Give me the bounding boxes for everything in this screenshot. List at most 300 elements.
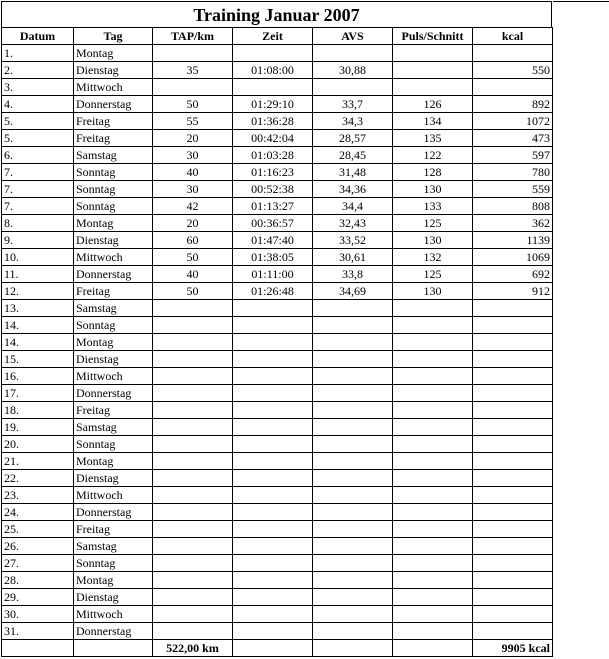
totals-empty-tag[interactable]	[74, 640, 153, 657]
table-row	[2, 436, 553, 453]
cell-datum[interactable]: 14.	[2, 317, 74, 334]
cell-kcal[interactable]: 1139	[473, 232, 553, 249]
table-row	[2, 249, 553, 266]
header-avs[interactable]: AVS	[313, 28, 393, 45]
cell-zeit[interactable]	[233, 538, 313, 555]
cell-tag[interactable]: Sonntag	[74, 198, 153, 215]
cell-tap-km[interactable]	[153, 538, 233, 555]
cell-avs[interactable]: 33,52	[313, 232, 393, 249]
header-zeit[interactable]: Zeit	[233, 28, 313, 45]
cell-datum[interactable]: 1.	[2, 45, 74, 62]
totals-empty-avs[interactable]	[313, 640, 393, 657]
cell-avs[interactable]	[313, 623, 393, 640]
cell-tap-km[interactable]: 20	[153, 215, 233, 232]
cell-kcal[interactable]	[473, 470, 553, 487]
cell-datum[interactable]: 18.	[2, 402, 74, 419]
table-row	[2, 453, 553, 470]
cell-datum[interactable]: 24.	[2, 504, 74, 521]
cell-kcal[interactable]	[473, 538, 553, 555]
cell-avs[interactable]	[313, 402, 393, 419]
cell-datum[interactable]: 12.	[2, 283, 74, 300]
cell-tap-km[interactable]	[153, 504, 233, 521]
cell-avs[interactable]	[313, 351, 393, 368]
cell-kcal[interactable]	[473, 317, 553, 334]
cell-puls[interactable]: 133	[393, 198, 473, 215]
cell-datum[interactable]: 11.	[2, 266, 74, 283]
cell-puls[interactable]	[393, 555, 473, 572]
cell-puls[interactable]	[393, 45, 473, 62]
cell-tag[interactable]: Samstag	[74, 147, 153, 164]
cell-zeit[interactable]: 01:38:05	[233, 249, 313, 266]
cell-zeit[interactable]	[233, 487, 313, 504]
cell-kcal[interactable]	[473, 334, 553, 351]
cell-datum[interactable]: 20.	[2, 436, 74, 453]
table-row	[2, 402, 553, 419]
cell-puls[interactable]	[393, 351, 473, 368]
cell-avs[interactable]	[313, 317, 393, 334]
cell-avs[interactable]: 28,57	[313, 130, 393, 147]
cell-avs[interactable]: 33,8	[313, 266, 393, 283]
cell-tag[interactable]: Donnerstag	[74, 96, 153, 113]
table-row	[2, 96, 553, 113]
cell-tap-km[interactable]	[153, 368, 233, 385]
cell-kcal[interactable]	[473, 589, 553, 606]
cell-datum[interactable]: 22.	[2, 470, 74, 487]
cell-tap-km[interactable]	[153, 470, 233, 487]
cell-kcal[interactable]	[473, 606, 553, 623]
cell-tap-km[interactable]: 50	[153, 249, 233, 266]
cell-kcal[interactable]	[473, 555, 553, 572]
cell-kcal[interactable]: 780	[473, 164, 553, 181]
table-row	[2, 317, 553, 334]
cell-puls[interactable]	[393, 368, 473, 385]
cell-tag[interactable]: Mittwoch	[74, 249, 153, 266]
cell-tap-km[interactable]: 35	[153, 62, 233, 79]
cell-avs[interactable]: 28,45	[313, 147, 393, 164]
cell-zeit[interactable]: 01:13:27	[233, 198, 313, 215]
cell-puls[interactable]	[393, 62, 473, 79]
cell-kcal[interactable]	[473, 453, 553, 470]
cell-zeit[interactable]: 01:11:00	[233, 266, 313, 283]
cell-tap-km[interactable]	[153, 300, 233, 317]
cell-avs[interactable]: 30,61	[313, 249, 393, 266]
cell-tag[interactable]: Samstag	[74, 419, 153, 436]
cell-datum[interactable]: 2.	[2, 62, 74, 79]
cell-datum[interactable]: 9.	[2, 232, 74, 249]
cell-tag[interactable]: Samstag	[74, 300, 153, 317]
cell-tag[interactable]: Donnerstag	[74, 623, 153, 640]
cell-datum[interactable]: 25.	[2, 521, 74, 538]
table-row	[2, 113, 553, 130]
cell-tag[interactable]: Mittwoch	[74, 368, 153, 385]
cell-kcal[interactable]	[473, 79, 553, 96]
header-tap[interactable]: TAP/km	[153, 28, 233, 45]
cell-zeit[interactable]	[233, 300, 313, 317]
cell-tap-km[interactable]: 30	[153, 147, 233, 164]
cell-tag[interactable]: Samstag	[74, 538, 153, 555]
cell-puls[interactable]	[393, 623, 473, 640]
cell-tap-km[interactable]: 40	[153, 164, 233, 181]
total-kcal[interactable]: 9905 kcal	[473, 640, 553, 657]
cell-zeit[interactable]	[233, 419, 313, 436]
cell-tap-km[interactable]	[153, 572, 233, 589]
header-kcal[interactable]: kcal	[473, 28, 553, 45]
cell-zeit[interactable]	[233, 521, 313, 538]
cell-kcal[interactable]	[473, 419, 553, 436]
cell-avs[interactable]	[313, 487, 393, 504]
cell-tag[interactable]: Mittwoch	[74, 606, 153, 623]
cell-kcal[interactable]: 692	[473, 266, 553, 283]
cell-datum[interactable]: 3.	[2, 79, 74, 96]
cell-tap-km[interactable]: 60	[153, 232, 233, 249]
cell-kcal[interactable]	[473, 572, 553, 589]
cell-datum[interactable]: 5.	[2, 130, 74, 147]
cell-zeit[interactable]	[233, 79, 313, 96]
cell-datum[interactable]: 8.	[2, 215, 74, 232]
table-row	[2, 351, 553, 368]
table-row	[2, 130, 553, 147]
table-row	[2, 79, 553, 96]
cell-kcal[interactable]	[473, 368, 553, 385]
cell-zeit[interactable]: 01:26:48	[233, 283, 313, 300]
cell-puls[interactable]	[393, 385, 473, 402]
cell-puls[interactable]: 130	[393, 181, 473, 198]
cell-puls[interactable]: 132	[393, 249, 473, 266]
cell-tap-km[interactable]	[153, 521, 233, 538]
cell-datum[interactable]: 16.	[2, 368, 74, 385]
cell-datum[interactable]: 14.	[2, 334, 74, 351]
cell-zeit[interactable]	[233, 504, 313, 521]
cell-avs[interactable]	[313, 606, 393, 623]
cell-puls[interactable]: 128	[393, 164, 473, 181]
cell-puls[interactable]: 130	[393, 232, 473, 249]
cell-puls[interactable]: 135	[393, 130, 473, 147]
cell-tag[interactable]: Dienstag	[74, 62, 153, 79]
cell-tag[interactable]: Sonntag	[74, 555, 153, 572]
table-row	[2, 623, 553, 640]
cell-kcal[interactable]: 1072	[473, 113, 553, 130]
cell-puls[interactable]: 122	[393, 147, 473, 164]
cell-datum[interactable]: 4.	[2, 96, 74, 113]
totals-empty-puls[interactable]	[393, 640, 473, 657]
header-tag[interactable]: Tag	[74, 28, 153, 45]
cell-kcal[interactable]	[473, 487, 553, 504]
cell-tag[interactable]: Sonntag	[74, 436, 153, 453]
cell-kcal[interactable]: 1069	[473, 249, 553, 266]
cell-tag[interactable]: Donnerstag	[74, 385, 153, 402]
cell-avs[interactable]: 34,4	[313, 198, 393, 215]
cell-avs[interactable]	[313, 79, 393, 96]
total-km[interactable]: 522,00 km	[153, 640, 233, 657]
header-datum[interactable]: Datum	[2, 28, 74, 45]
table-row	[2, 589, 553, 606]
cell-kcal[interactable]: 362	[473, 215, 553, 232]
header-row	[2, 28, 553, 45]
cell-kcal[interactable]: 550	[473, 62, 553, 79]
cell-zeit[interactable]	[233, 436, 313, 453]
table-row	[2, 215, 553, 232]
cell-kcal[interactable]	[473, 45, 553, 62]
cell-tap-km[interactable]	[153, 79, 233, 96]
cell-tap-km[interactable]	[153, 351, 233, 368]
cell-datum[interactable]: 31.	[2, 623, 74, 640]
cell-avs[interactable]: 31,48	[313, 164, 393, 181]
cell-datum[interactable]: 5.	[2, 113, 74, 130]
cell-tap-km[interactable]	[153, 589, 233, 606]
cell-tag[interactable]: Dienstag	[74, 351, 153, 368]
table-row	[2, 300, 553, 317]
cell-avs[interactable]: 34,3	[313, 113, 393, 130]
cell-zeit[interactable]	[233, 470, 313, 487]
cell-avs[interactable]: 32,43	[313, 215, 393, 232]
cell-tap-km[interactable]: 20	[153, 130, 233, 147]
cell-tap-km[interactable]	[153, 419, 233, 436]
cell-tag[interactable]: Montag	[74, 453, 153, 470]
cell-tap-km[interactable]: 50	[153, 283, 233, 300]
cell-datum[interactable]: 13.	[2, 300, 74, 317]
cell-tap-km[interactable]	[153, 555, 233, 572]
cell-kcal[interactable]: 473	[473, 130, 553, 147]
cell-puls[interactable]	[393, 436, 473, 453]
cell-avs[interactable]: 34,36	[313, 181, 393, 198]
cell-datum[interactable]: 7.	[2, 198, 74, 215]
cell-kcal[interactable]	[473, 521, 553, 538]
cell-zeit[interactable]: 01:08:00	[233, 62, 313, 79]
cell-puls[interactable]	[393, 402, 473, 419]
cell-puls[interactable]	[393, 606, 473, 623]
cell-puls[interactable]	[393, 504, 473, 521]
cell-datum[interactable]: 6.	[2, 147, 74, 164]
table-row	[2, 419, 553, 436]
cell-avs[interactable]: 33,7	[313, 96, 393, 113]
table-row	[2, 487, 553, 504]
table-row	[2, 606, 553, 623]
cell-datum[interactable]: 29.	[2, 589, 74, 606]
cell-avs[interactable]	[313, 538, 393, 555]
cell-tap-km[interactable]	[153, 453, 233, 470]
cell-puls[interactable]	[393, 334, 473, 351]
totals-empty-zeit[interactable]	[233, 640, 313, 657]
cell-zeit[interactable]	[233, 589, 313, 606]
cell-tap-km[interactable]	[153, 487, 233, 504]
cell-zeit[interactable]: 00:36:57	[233, 215, 313, 232]
cell-avs[interactable]	[313, 334, 393, 351]
cell-kcal[interactable]	[473, 385, 553, 402]
cell-kcal[interactable]: 892	[473, 96, 553, 113]
cell-avs[interactable]: 34,69	[313, 283, 393, 300]
table-row	[2, 521, 553, 538]
sheet-title: Training Januar 2007	[1, 1, 552, 28]
cell-tap-km[interactable]: 55	[153, 113, 233, 130]
cell-tap-km[interactable]: 42	[153, 198, 233, 215]
cell-avs[interactable]: 30,88	[313, 62, 393, 79]
cell-zeit[interactable]	[233, 334, 313, 351]
cell-zeit[interactable]	[233, 572, 313, 589]
cell-zeit[interactable]	[233, 385, 313, 402]
cell-tag[interactable]: Mittwoch	[74, 487, 153, 504]
cell-zeit[interactable]: 00:52:38	[233, 181, 313, 198]
cell-avs[interactable]	[313, 368, 393, 385]
cell-avs[interactable]	[313, 385, 393, 402]
cell-tag[interactable]: Freitag	[74, 130, 153, 147]
table-row	[2, 470, 553, 487]
cell-kcal[interactable]	[473, 351, 553, 368]
cell-tap-km[interactable]	[153, 334, 233, 351]
cell-datum[interactable]: 26.	[2, 538, 74, 555]
cell-tap-km[interactable]	[153, 606, 233, 623]
cell-zeit[interactable]	[233, 623, 313, 640]
cell-kcal[interactable]	[473, 436, 553, 453]
cell-tag[interactable]: Dienstag	[74, 232, 153, 249]
cell-puls[interactable]: 125	[393, 266, 473, 283]
table-row	[2, 504, 553, 521]
cell-tap-km[interactable]: 40	[153, 266, 233, 283]
cell-avs[interactable]	[313, 436, 393, 453]
cell-datum[interactable]: 15.	[2, 351, 74, 368]
table-row	[2, 334, 553, 351]
cell-tag[interactable]: Freitag	[74, 521, 153, 538]
cell-kcal[interactable]: 808	[473, 198, 553, 215]
cell-avs[interactable]	[313, 300, 393, 317]
table-row	[2, 62, 553, 79]
table-body	[2, 45, 553, 640]
cell-puls[interactable]: 134	[393, 113, 473, 130]
cell-puls[interactable]	[393, 79, 473, 96]
table-row	[2, 232, 553, 249]
cell-tag[interactable]: Montag	[74, 45, 153, 62]
cell-tag[interactable]: Mittwoch	[74, 79, 153, 96]
cell-avs[interactable]	[313, 453, 393, 470]
cell-avs[interactable]	[313, 555, 393, 572]
cell-tag[interactable]: Sonntag	[74, 317, 153, 334]
cell-tag[interactable]: Montag	[74, 215, 153, 232]
cell-datum[interactable]: 23.	[2, 487, 74, 504]
cell-zeit[interactable]	[233, 351, 313, 368]
cell-tag[interactable]: Donnerstag	[74, 504, 153, 521]
cell-zeit[interactable]	[233, 555, 313, 572]
table-row	[2, 538, 553, 555]
cell-avs[interactable]	[313, 521, 393, 538]
cell-datum[interactable]: 17.	[2, 385, 74, 402]
title-border-extension	[553, 1, 609, 28]
cell-zeit[interactable]	[233, 606, 313, 623]
cell-datum[interactable]: 27.	[2, 555, 74, 572]
cell-avs[interactable]	[313, 504, 393, 521]
cell-zeit[interactable]	[233, 368, 313, 385]
table-row	[2, 555, 553, 572]
cell-tag[interactable]: Freitag	[74, 283, 153, 300]
cell-puls[interactable]: 125	[393, 215, 473, 232]
cell-kcal[interactable]	[473, 504, 553, 521]
cell-tag[interactable]: Sonntag	[74, 164, 153, 181]
cell-puls[interactable]: 130	[393, 283, 473, 300]
cell-kcal[interactable]	[473, 402, 553, 419]
cell-zeit[interactable]: 01:16:23	[233, 164, 313, 181]
cell-tag[interactable]: Sonntag	[74, 181, 153, 198]
table-row	[2, 385, 553, 402]
table-row	[2, 283, 553, 300]
cell-datum[interactable]: 21.	[2, 453, 74, 470]
table-row	[2, 266, 553, 283]
cell-avs[interactable]	[313, 589, 393, 606]
cell-tag[interactable]: Dienstag	[74, 470, 153, 487]
cell-puls[interactable]	[393, 470, 473, 487]
cell-datum[interactable]: 28.	[2, 572, 74, 589]
cell-zeit[interactable]: 00:42:04	[233, 130, 313, 147]
cell-zeit[interactable]: 01:03:28	[233, 147, 313, 164]
cell-puls[interactable]	[393, 572, 473, 589]
table-row	[2, 164, 553, 181]
cell-datum[interactable]: 19.	[2, 419, 74, 436]
cell-zeit[interactable]: 01:29:10	[233, 96, 313, 113]
cell-avs[interactable]	[313, 572, 393, 589]
cell-puls[interactable]	[393, 487, 473, 504]
cell-tag[interactable]: Montag	[74, 334, 153, 351]
cell-puls[interactable]	[393, 300, 473, 317]
cell-tap-km[interactable]: 50	[153, 96, 233, 113]
cell-tap-km[interactable]	[153, 402, 233, 419]
cell-zeit[interactable]	[233, 453, 313, 470]
cell-tap-km[interactable]	[153, 436, 233, 453]
cell-zeit[interactable]: 01:47:40	[233, 232, 313, 249]
cell-puls[interactable]	[393, 521, 473, 538]
cell-datum[interactable]: 7.	[2, 164, 74, 181]
cell-kcal[interactable]: 559	[473, 181, 553, 198]
cell-puls[interactable]	[393, 589, 473, 606]
cell-zeit[interactable]	[233, 402, 313, 419]
cell-puls[interactable]	[393, 317, 473, 334]
cell-puls[interactable]: 126	[393, 96, 473, 113]
totals-row	[2, 640, 553, 657]
table-row	[2, 181, 553, 198]
table-row	[2, 45, 553, 62]
table-row	[2, 572, 553, 589]
cell-tag[interactable]: Dienstag	[74, 589, 153, 606]
table-row	[2, 368, 553, 385]
cell-tap-km[interactable]	[153, 45, 233, 62]
cell-tap-km[interactable]: 30	[153, 181, 233, 198]
cell-zeit[interactable]	[233, 45, 313, 62]
table-row	[2, 198, 553, 215]
cell-datum[interactable]: 10.	[2, 249, 74, 266]
cell-zeit[interactable]: 01:36:28	[233, 113, 313, 130]
cell-zeit[interactable]	[233, 317, 313, 334]
cell-kcal[interactable]	[473, 623, 553, 640]
cell-tap-km[interactable]	[153, 623, 233, 640]
training-table	[1, 27, 553, 657]
cell-puls[interactable]	[393, 419, 473, 436]
totals-empty-datum[interactable]	[2, 640, 74, 657]
cell-tag[interactable]: Montag	[74, 572, 153, 589]
cell-puls[interactable]	[393, 538, 473, 555]
cell-avs[interactable]	[313, 45, 393, 62]
cell-datum[interactable]: 30.	[2, 606, 74, 623]
cell-avs[interactable]	[313, 470, 393, 487]
cell-kcal[interactable]: 912	[473, 283, 553, 300]
cell-tag[interactable]: Freitag	[74, 402, 153, 419]
cell-datum[interactable]: 7.	[2, 181, 74, 198]
cell-kcal[interactable]	[473, 300, 553, 317]
header-puls[interactable]: Puls/Schnitt	[393, 28, 473, 45]
table-row	[2, 147, 553, 164]
cell-tag[interactable]: Donnerstag	[74, 266, 153, 283]
cell-tap-km[interactable]	[153, 317, 233, 334]
cell-kcal[interactable]: 597	[473, 147, 553, 164]
cell-avs[interactable]	[313, 419, 393, 436]
cell-puls[interactable]	[393, 453, 473, 470]
cell-tag[interactable]: Freitag	[74, 113, 153, 130]
cell-tap-km[interactable]	[153, 385, 233, 402]
